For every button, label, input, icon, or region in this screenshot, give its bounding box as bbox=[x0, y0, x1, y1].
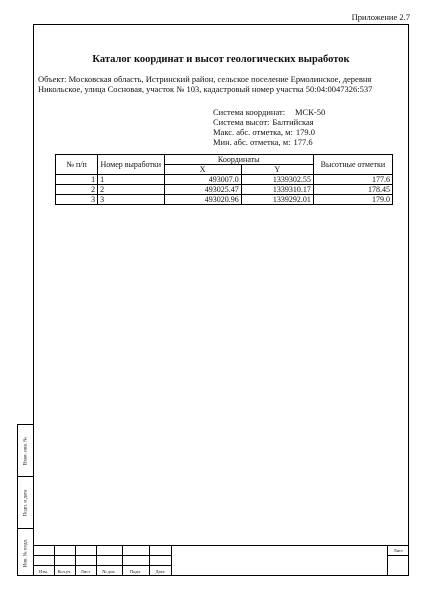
stamp-col-line bbox=[387, 545, 388, 576]
cell-y: 1339302.55 bbox=[241, 175, 313, 185]
cell-x: 493020.96 bbox=[164, 195, 241, 205]
document-title: Каталог координат и высот геологических выработок bbox=[92, 54, 350, 65]
table-row bbox=[56, 175, 393, 185]
side-cell-inv-copy bbox=[18, 425, 33, 477]
header-x: X bbox=[164, 165, 241, 175]
cell-height: 178.45 bbox=[313, 185, 392, 195]
stamp-col-line bbox=[171, 545, 172, 576]
stamp-label-podp: Подп. bbox=[129, 569, 142, 574]
title-block-stamp bbox=[33, 545, 409, 576]
min-height-value: 177.6 bbox=[293, 137, 313, 147]
header-height: Высотные отметки bbox=[313, 155, 392, 175]
side-label-inv-orig: Инв. № подл. bbox=[23, 538, 28, 568]
side-label-sign-date: Подп. и дата bbox=[23, 489, 28, 516]
stamp-label-sheet: Лист bbox=[393, 548, 403, 553]
height-system-value: Балтийская bbox=[272, 117, 314, 127]
cell-num: 3 bbox=[56, 195, 98, 205]
coordinates-table bbox=[55, 154, 393, 205]
header-num: № п/п bbox=[56, 155, 98, 175]
cell-work: 1 bbox=[98, 175, 165, 185]
max-height-row bbox=[213, 127, 325, 137]
header-work: Номер выработки bbox=[98, 155, 165, 175]
side-margin-table bbox=[17, 424, 33, 576]
cell-height: 179.0 bbox=[313, 195, 392, 205]
systems-block bbox=[213, 107, 325, 147]
cell-height: 177.6 bbox=[313, 175, 392, 185]
cell-num: 2 bbox=[56, 185, 98, 195]
coord-system-label: Система координат: bbox=[213, 107, 286, 117]
appendix-label: Приложение 2.7 bbox=[351, 12, 410, 22]
stamp-label-izm: Изм. bbox=[39, 569, 48, 574]
table-row bbox=[56, 195, 393, 205]
side-cell-sign-date bbox=[18, 477, 33, 529]
header-y: Y bbox=[241, 165, 313, 175]
stamp-label-list: Лист bbox=[80, 569, 91, 574]
cell-work: 2 bbox=[98, 185, 165, 195]
header-coords: Координаты bbox=[164, 155, 313, 165]
cell-x: 493007.0 bbox=[164, 175, 241, 185]
stamp-sheet-line bbox=[387, 555, 409, 556]
stamp-top-line bbox=[33, 545, 409, 546]
object-description: Объект: Московская область, Истринский район, сельское поселение Ермолинское, деревня Никольское, улица Сосновая, участок № 103, кадастровый номер участка 50:04:0047326:537 bbox=[38, 74, 373, 94]
coord-system-value: МСК-50 bbox=[295, 107, 326, 117]
height-system-row bbox=[213, 117, 325, 127]
table-row bbox=[56, 185, 393, 195]
height-system-label: Система высот: bbox=[213, 117, 270, 127]
cell-work: 3 bbox=[98, 195, 165, 205]
cell-x: 493025.47 bbox=[164, 185, 241, 195]
max-height-label: Макс. абс. отметка, м: bbox=[213, 127, 293, 137]
stamp-label-data: Дата bbox=[155, 569, 165, 574]
min-height-label: Мин. абс. отметка, м: bbox=[213, 137, 291, 147]
cell-y: 1339310.17 bbox=[241, 185, 313, 195]
min-height-row bbox=[213, 137, 325, 147]
side-cell-inv-orig bbox=[18, 529, 33, 577]
cell-y: 1339292.01 bbox=[241, 195, 313, 205]
cell-num: 1 bbox=[56, 175, 98, 185]
coord-system-row bbox=[213, 107, 325, 117]
stamp-label-kol: Кол.уч. bbox=[57, 569, 72, 574]
side-label-inv-copy: Взам. инв. № bbox=[23, 436, 28, 465]
max-height-value: 179.0 bbox=[295, 127, 315, 137]
stamp-label-doc: № док. bbox=[102, 569, 116, 574]
